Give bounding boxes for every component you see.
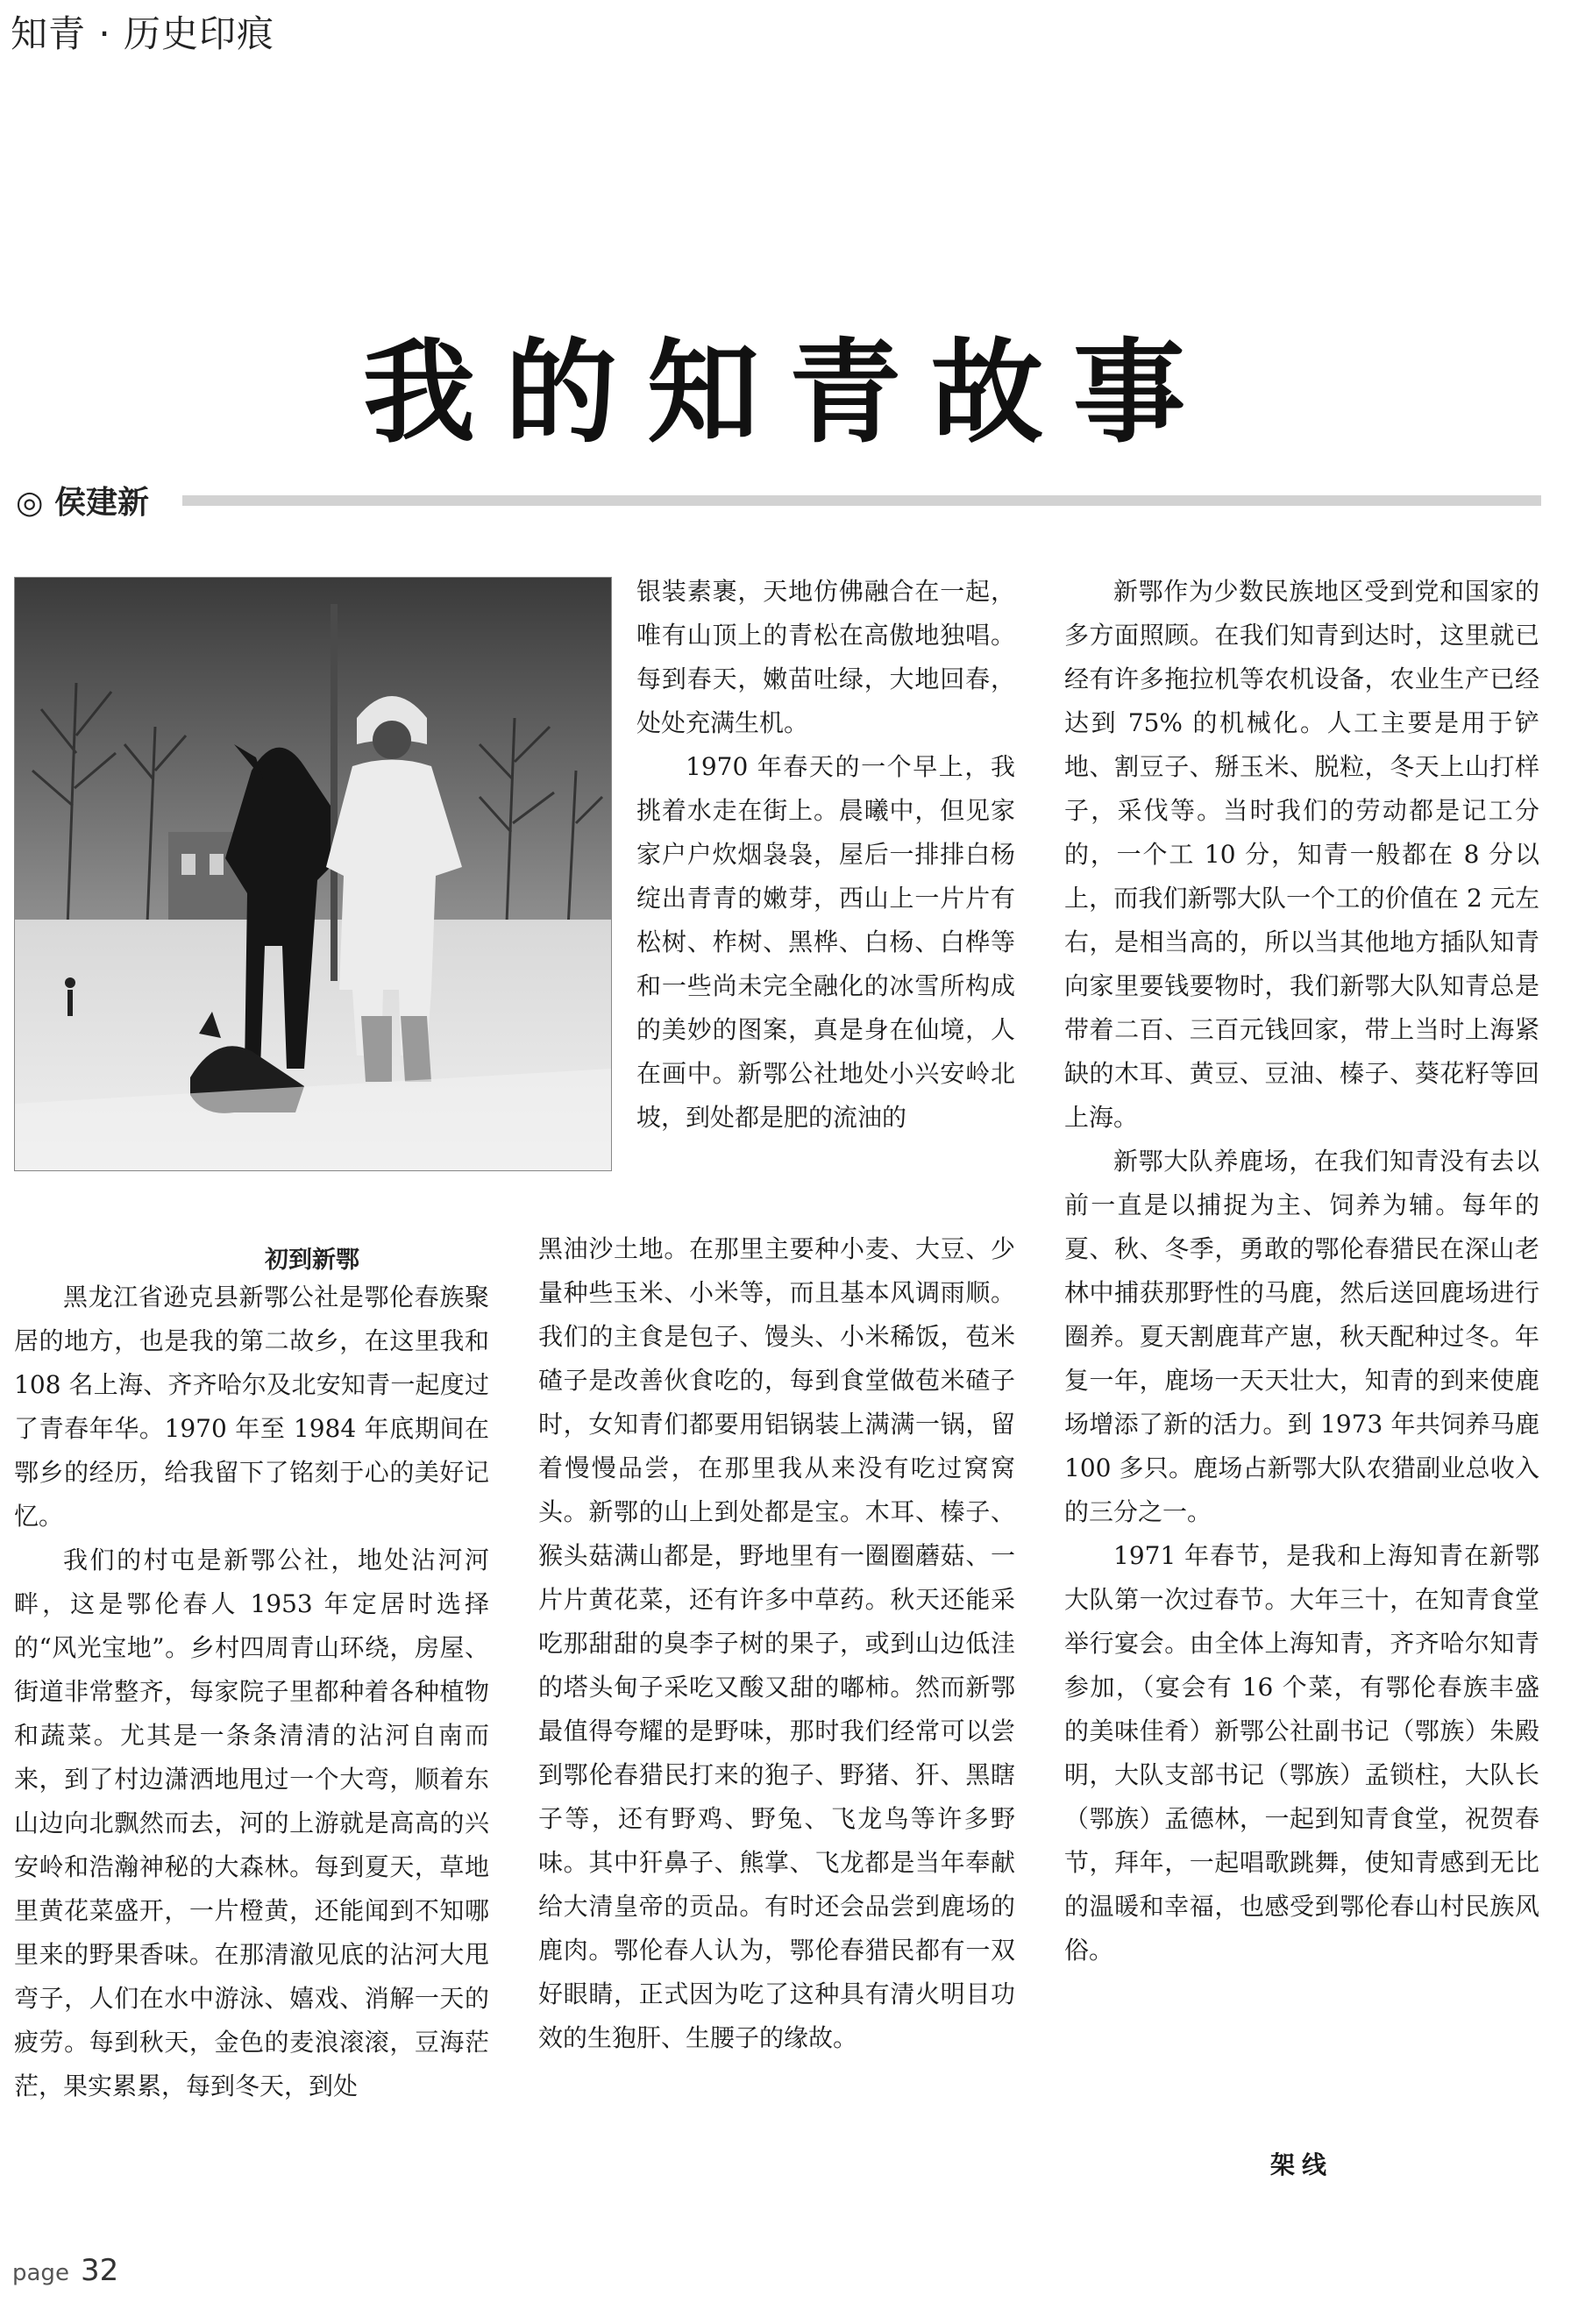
paragraph: 新鄂作为少数民族地区受到党和国家的多方面照顾。在我们知青到达时，这里就已经有许多拖拉机等农机设备，农业生产已经达到 75% 的机械化。人工主要是用于铲地、割豆子、掰玉米、脱粒，冬天上山打样子，采伐等。当时我们的劳动都是记工分的，一个工 10 分，知青一般都在 8 分以上，而我们新鄂大队一个工的价值在 2 元左右，是相当高的，所以当其他地方插队知青向家里要钱要物时，我们新鄂大队知青总是带着二百、三百元钱回家，带上当时上海紧缺的木耳、黄豆、豆油、榛子、葵花籽等回上海。 (1064, 577, 1539, 1132)
column-1 (14, 1276, 489, 2108)
paragraph: 黑油沙土地。在那里主要种小麦、大豆、少量种些玉米、小米等，而且基本风调雨顺。我们的主食是包子、馒头、小米稀饭，苞米碴子是改善伙食吃的，每到食堂做苞米碴子时，女知青们都要用铝锅装上满满一锅，留着慢慢品尝，在那里我从来没有吃过窝窝头。新鄂的山上到处都是宝。木耳、榛子、猴头菇满山都是，野地里有一圈圈蘑菇、一片片黄花菜，还有许多中草药。秋天还能采吃那甜甜的臭李子树的果子，或到山边低洼的塔头甸子采吃又酸又甜的嘟柿。然而新鄂最值得夸耀的是野味，那时我们经常可以尝到鄂伦春猎民打来的狍子、野猪、犴、黑瞎子等，还有野鸡、野兔、飞龙鸟等许多野味。其中犴鼻子、熊掌、飞龙都是当年奉献给大清皇帝的贡品。有时还会品尝到鹿场的鹿肉。鄂伦春人认为，鄂伦春猎民都有一双好眼睛，正式因为吃了这种具有清火明目功效的生狍肝、生腰子的缘故。 (538, 1234, 1015, 2052)
paragraph: 我们的村屯是新鄂公社，地处沾河河畔，这是鄂伦春人 1953 年定居时选择的“风光宝地”。乡村四周青山环绕，房屋、街道非常整齐，每家院子里都种着各种植物和蔬菜。尤其是一条条清清的沾河自南而来，到了村边潇洒地甩过一个大弯，顺着东山边向北飘然而去，河的上游就是高高的兴安岭和浩瀚神秘的大森林。每到夏天，草地里黄花菜盛开，一片橙黄，还能闻到不知哪里来的野果香味。在那清澈见底的沾河大甩弯子，人们在水中游泳、嬉戏、消解一天的疲劳。每到秋天，金色的麦浪滚滚，豆海茫茫，果实累累，每到冬天，到处 (14, 1546, 489, 2100)
photo-caption: 初到新鄂 (265, 1247, 359, 1274)
column-3 (1064, 570, 1539, 1972)
author-rule (182, 495, 1541, 506)
author-name: ◎ 侯建新 (16, 485, 149, 521)
article-photo (14, 577, 612, 1171)
section-header: 知青 · 历史印痕 (11, 12, 275, 55)
paragraph: 1971 年春节，是我和上海知青在新鄂大队第一次过春节。大年三十，在知青食堂举行宴会。由全体上海知青，齐齐哈尔知青参加，（宴会有 16 个菜，有鄂伦春族丰盛的美味佳肴）新鄂公社副书记（鄂族）朱殿明，大队支部书记（鄂族）孟锁柱，大队长（鄂族）孟德林，一起到知青食堂，祝贺春节，拜年，一起唱歌跳舞，使知青感到无比的温暖和幸福，也感受到鄂伦春山村民族风俗。 (1064, 1541, 1539, 1965)
page-footer (12, 2253, 118, 2288)
column-2-bottom (538, 1227, 1015, 2060)
paragraph: 黑龙江省逊克县新鄂公社是鄂伦春族聚居的地方，也是我的第二故乡，在这里我和 108 名上海、齐齐哈尔及北安知青一起度过了青春年华。1970 年至 1984 年底期间在鄂乡的经历，给我留下了铭刻于心的美好记忆。 (14, 1283, 489, 1531)
column-2-top (636, 570, 1015, 1140)
article-title: 我的知青故事 (362, 327, 1215, 458)
author-signature: 架线 (1269, 2150, 1333, 2179)
paragraph: 新鄂大队养鹿场，在我们知青没有去以前一直是以捕捉为主、饲养为辅。每年的夏、秋、冬季，勇敢的鄂伦春猎民在深山老林中捕获那野性的马鹿，然后送回鹿场进行圈养。夏天割鹿茸产崽，秋天配种过冬。年复一年，鹿场一天天壮大，知青的到来使鹿场增添了新的活力。到 1973 年共饲养马鹿 100 多只。鹿场占新鄂大队农猎副业总收入的三分之一。 (1064, 1147, 1539, 1526)
paragraph: 1970 年春天的一个早上，我挑着水走在街上。晨曦中，但见家家户户炊烟袅袅，屋后一排排白杨绽出青青的嫩芽，西山上一片片有松树、柞树、黑桦、白杨、白桦等和一些尚未完全融化的冰雪所构成的美妙的图案，真是身在仙境，人在画中。新鄂公社地处小兴安岭北坡，到处都是肥的流油的 (636, 752, 1015, 1132)
page-number: 32 (81, 2253, 119, 2288)
page-label: page (12, 2260, 69, 2286)
paragraph: 银装素裹，天地仿佛融合在一起，唯有山顶上的青松在高傲地独唱。每到春天，嫩苗吐绿，大地回春，处处充满生机。 (636, 577, 1015, 737)
author-row (16, 478, 1541, 523)
